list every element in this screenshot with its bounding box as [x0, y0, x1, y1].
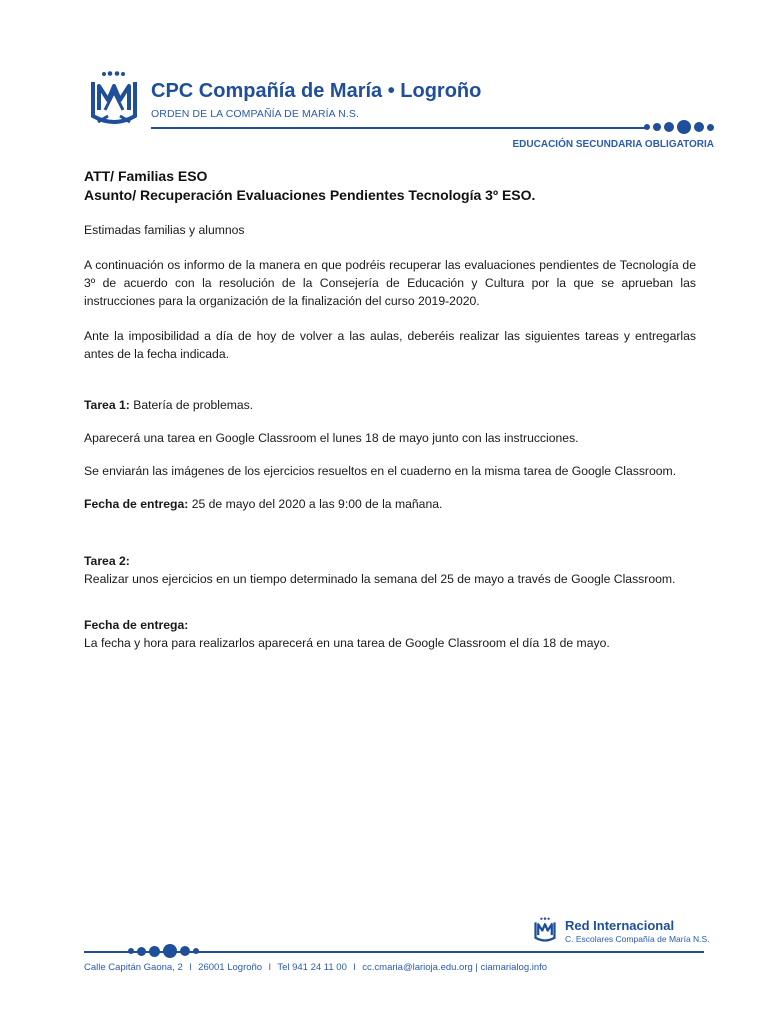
- task2-line1: Realizar unos ejercicios en un tiempo determinado la semana del 25 de mayo a través de Google Classroom.: [84, 572, 676, 586]
- task2-heading: [84, 552, 696, 570]
- footer-brand: [565, 918, 710, 945]
- department-name: EDUCACIÓN SECUNDARIA OBLIGATORIA: [512, 139, 714, 150]
- att-line: ATT/ Familias ESO: [84, 168, 208, 184]
- footer-brand-subtitle: C. Escolares Compañía de María N.S.: [565, 934, 710, 944]
- paragraph-instructions: Ante la imposibilidad a día de hoy de volver a las aulas, deberéis realizar las siguientes tareas y entregarlas antes de la fecha indicada.: [84, 329, 696, 361]
- separator: l: [189, 962, 192, 973]
- address-phone: Tel 941 24 11 00: [277, 962, 347, 973]
- subject-line: Asunto/ Recuperación Evaluaciones Pendientes Tecnología 3º ESO.: [84, 187, 536, 203]
- separator: l: [268, 962, 271, 973]
- header-dots-decoration: [644, 120, 717, 134]
- task2-label: Tarea 2:: [84, 554, 130, 568]
- task1-heading: [84, 396, 696, 414]
- task1-title: Batería de problemas.: [129, 398, 254, 412]
- footer-brand-title: Red Internacional: [565, 918, 675, 933]
- task1-line1: Aparecerá una tarea en Google Classroom el lunes 18 de mayo junto con las instrucciones.: [84, 431, 579, 445]
- task2-deadline-value: La fecha y hora para realizarlos aparecerá en una tarea de Google Classroom el día 18 de mayo.: [84, 636, 610, 650]
- school-name: CPC Compañía de María • Logroño: [151, 80, 482, 102]
- task1-line2: Se enviarán las imágenes de los ejercicios resueltos en el cuaderno en la misma tarea de Google Classroom.: [84, 464, 677, 478]
- paragraph-intro: A continuación os informo de la manera en que podréis recuperar las evaluaciones pendientes de Tecnología de 3º de acuerdo con la resolución de la Consejería de Educación y Cultura por la que se aprueban las instrucciones para la organización de la finalización del curso 2019-2020.: [84, 258, 696, 308]
- task1-deadline: [84, 495, 696, 513]
- letter-body: [84, 167, 696, 652]
- address-street: Calle Capitán Gaona, 2: [84, 962, 183, 973]
- task1-label: Tarea 1:: [84, 398, 130, 412]
- header-divider: [151, 127, 646, 129]
- task2-deadline-label: Fecha de entrega:: [84, 618, 189, 632]
- separator: l: [353, 962, 356, 973]
- address-postal: 26001 Logroño: [198, 962, 263, 973]
- task2-deadline-heading: [84, 616, 696, 634]
- footer-address: [84, 962, 547, 973]
- order-name: ORDEN DE LA COMPAÑÍA DE MARÍA N.S.: [151, 108, 360, 120]
- footer-dots-decoration: [128, 944, 202, 958]
- task1-deadline-value: 25 de mayo del 2020 a las 9:00 de la mañana.: [188, 497, 443, 511]
- school-crest-icon: [534, 917, 556, 945]
- greeting: Estimadas familias y alumnos: [84, 223, 245, 237]
- task1-deadline-label: Fecha de entrega:: [84, 497, 189, 511]
- school-crest-icon: [90, 70, 138, 132]
- address-contact: cc.cmaria@larioja.edu.org | ciamarialog.info: [362, 962, 548, 973]
